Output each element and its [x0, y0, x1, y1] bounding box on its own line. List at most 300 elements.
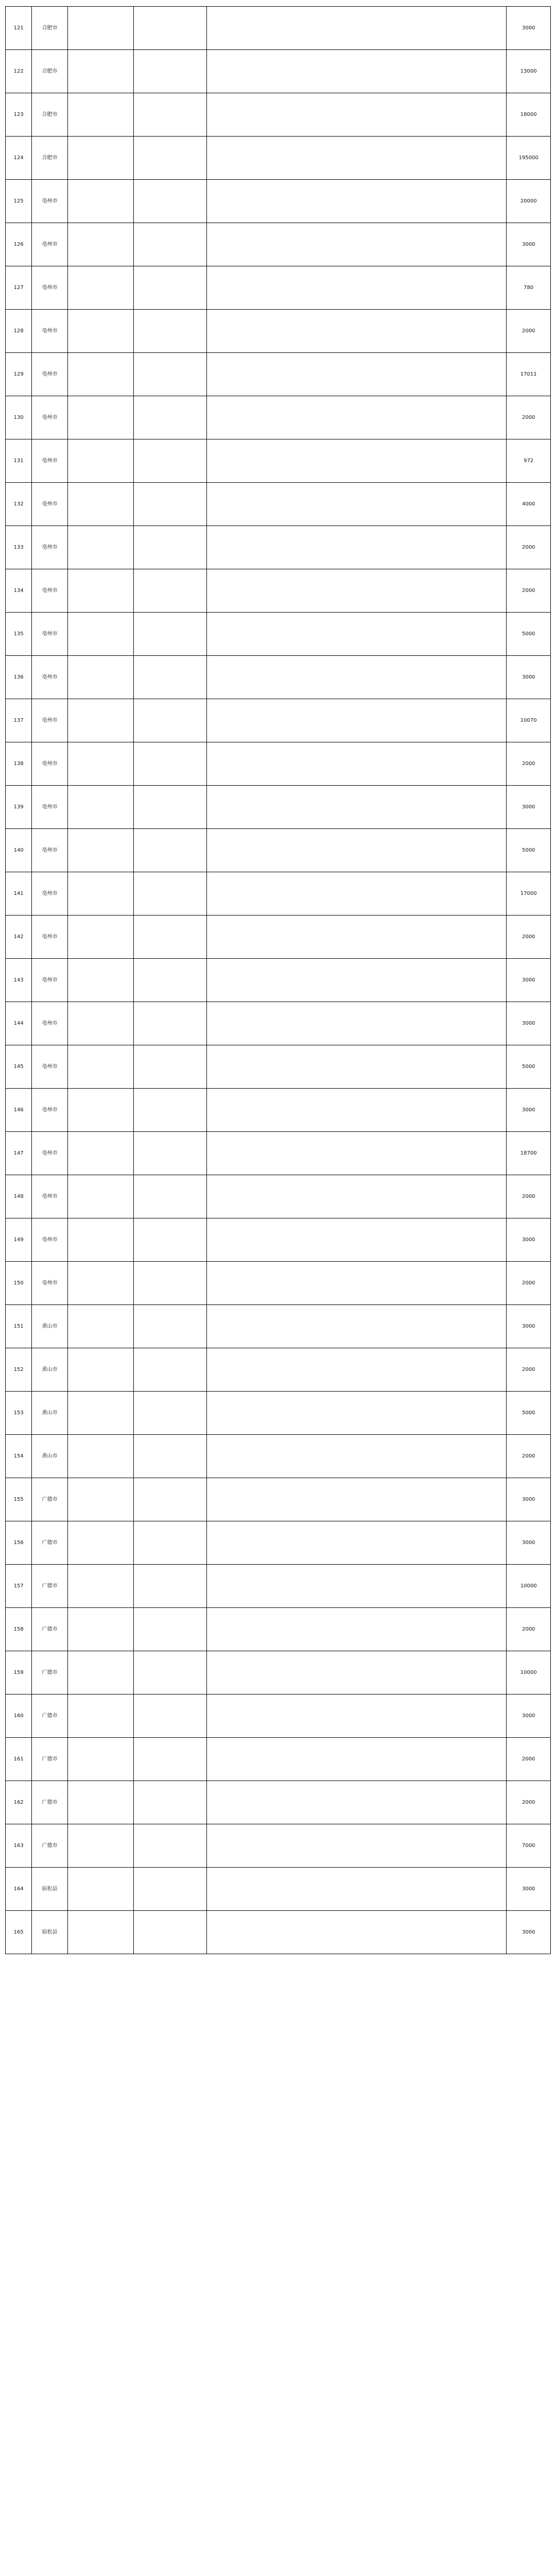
project-name-cell — [133, 310, 206, 353]
table-row — [6, 266, 551, 310]
row-number: 135 — [6, 613, 32, 656]
company-cell — [67, 310, 133, 353]
row-number: 127 — [6, 266, 32, 310]
project-description-cell — [206, 93, 507, 137]
investment-cell: 5000 — [507, 613, 551, 656]
project-description-cell — [206, 1781, 507, 1824]
project-name-cell — [133, 1608, 206, 1651]
row-number: 163 — [6, 1824, 32, 1868]
project-name-cell — [133, 1089, 206, 1132]
project-name-cell — [133, 656, 206, 699]
city-cell: 亳州市 — [32, 916, 67, 959]
table-row — [6, 656, 551, 699]
row-number: 157 — [6, 1565, 32, 1608]
project-name-cell — [133, 1435, 206, 1478]
investment-cell: 2000 — [507, 1781, 551, 1824]
project-name-cell — [133, 1565, 206, 1608]
project-name-cell — [133, 1305, 206, 1348]
city-cell: 亳州市 — [32, 396, 67, 439]
project-name-cell — [133, 1478, 206, 1521]
row-number: 153 — [6, 1392, 32, 1435]
project-name-cell — [133, 613, 206, 656]
city-cell: 亳州市 — [32, 872, 67, 916]
table-row — [6, 1175, 551, 1218]
row-number: 126 — [6, 223, 32, 266]
table-row — [6, 353, 551, 396]
city-cell: 亳州市 — [32, 656, 67, 699]
investment-cell: 2000 — [507, 1175, 551, 1218]
company-cell — [67, 7, 133, 50]
project-name-cell — [133, 180, 206, 223]
table-row — [6, 137, 551, 180]
company-cell — [67, 93, 133, 137]
project-table-body — [6, 7, 551, 1954]
project-name-cell — [133, 1911, 206, 1954]
city-cell: 合肥市 — [32, 93, 67, 137]
city-cell: 亳州市 — [32, 1045, 67, 1089]
project-description-cell — [206, 742, 507, 786]
investment-cell: 3000 — [507, 1002, 551, 1045]
row-number: 158 — [6, 1608, 32, 1651]
company-cell — [67, 1175, 133, 1218]
investment-cell: 10000 — [507, 1565, 551, 1608]
table-row — [6, 1824, 551, 1868]
table-row — [6, 829, 551, 872]
table-row — [6, 1651, 551, 1694]
investment-cell: 4000 — [507, 483, 551, 526]
city-cell: 亳州市 — [32, 699, 67, 742]
project-name-cell — [133, 916, 206, 959]
city-cell: 广德市 — [32, 1824, 67, 1868]
row-number: 154 — [6, 1435, 32, 1478]
city-cell: 亳州市 — [32, 959, 67, 1002]
row-number: 144 — [6, 1002, 32, 1045]
project-description-cell — [206, 526, 507, 569]
project-description-cell — [206, 916, 507, 959]
project-description-cell — [206, 829, 507, 872]
city-cell: 亳州市 — [32, 223, 67, 266]
city-cell: 亳州市 — [32, 526, 67, 569]
project-description-cell — [206, 786, 507, 829]
project-description-cell — [206, 137, 507, 180]
project-name-cell — [133, 1738, 206, 1781]
company-cell — [67, 742, 133, 786]
company-cell — [67, 1435, 133, 1478]
company-cell — [67, 1868, 133, 1911]
table-row — [6, 1262, 551, 1305]
project-name-cell — [133, 483, 206, 526]
investment-cell: 2000 — [507, 1738, 551, 1781]
table-row — [6, 1089, 551, 1132]
city-cell: 广德市 — [32, 1738, 67, 1781]
project-name-cell — [133, 742, 206, 786]
row-number: 123 — [6, 93, 32, 137]
project-name-cell — [133, 1175, 206, 1218]
investment-cell: 2000 — [507, 742, 551, 786]
table-row — [6, 483, 551, 526]
company-cell — [67, 353, 133, 396]
city-cell: 亳州市 — [32, 180, 67, 223]
investment-cell: 3000 — [507, 1478, 551, 1521]
project-description-cell — [206, 872, 507, 916]
row-number: 124 — [6, 137, 32, 180]
table-row — [6, 916, 551, 959]
table-row — [6, 1608, 551, 1651]
row-number: 147 — [6, 1132, 32, 1175]
investment-cell: 3000 — [507, 1089, 551, 1132]
city-cell: 亳州市 — [32, 613, 67, 656]
city-cell: 广德市 — [32, 1651, 67, 1694]
investment-cell: 3000 — [507, 1911, 551, 1954]
row-number: 152 — [6, 1348, 32, 1392]
city-cell: 广德市 — [32, 1694, 67, 1738]
project-name-cell — [133, 1045, 206, 1089]
project-description-cell — [206, 396, 507, 439]
company-cell — [67, 613, 133, 656]
row-number: 129 — [6, 353, 32, 396]
project-description-cell — [206, 1132, 507, 1175]
company-cell — [67, 1738, 133, 1781]
project-description-cell — [206, 699, 507, 742]
project-description-cell — [206, 1392, 507, 1435]
company-cell — [67, 1218, 133, 1262]
company-cell — [67, 483, 133, 526]
table-row — [6, 959, 551, 1002]
project-name-cell — [133, 1868, 206, 1911]
project-name-cell — [133, 829, 206, 872]
city-cell: 合肥市 — [32, 137, 67, 180]
table-row — [6, 872, 551, 916]
table-row — [6, 1392, 551, 1435]
project-name-cell — [133, 786, 206, 829]
table-row — [6, 1045, 551, 1089]
project-description-cell — [206, 1002, 507, 1045]
investment-cell: 2000 — [507, 916, 551, 959]
row-number: 141 — [6, 872, 32, 916]
table-row — [6, 1694, 551, 1738]
company-cell — [67, 1781, 133, 1824]
row-number: 121 — [6, 7, 32, 50]
city-cell: 亳州市 — [32, 829, 67, 872]
project-name-cell — [133, 569, 206, 613]
investment-cell: 18700 — [507, 1132, 551, 1175]
project-name-cell — [133, 526, 206, 569]
investment-cell: 2000 — [507, 310, 551, 353]
project-name-cell — [133, 1521, 206, 1565]
project-description-cell — [206, 1262, 507, 1305]
city-cell: 宿松县 — [32, 1911, 67, 1954]
table-row — [6, 1348, 551, 1392]
row-number: 134 — [6, 569, 32, 613]
project-description-cell — [206, 1175, 507, 1218]
city-cell: 亳州市 — [32, 1218, 67, 1262]
project-table — [5, 6, 551, 1954]
project-name-cell — [133, 137, 206, 180]
table-row — [6, 1478, 551, 1521]
row-number: 165 — [6, 1911, 32, 1954]
table-row — [6, 1132, 551, 1175]
table-row — [6, 1868, 551, 1911]
investment-cell: 3000 — [507, 7, 551, 50]
row-number: 122 — [6, 50, 32, 93]
project-name-cell — [133, 1262, 206, 1305]
city-cell: 亳州市 — [32, 786, 67, 829]
investment-cell: 2000 — [507, 526, 551, 569]
project-description-cell — [206, 1305, 507, 1348]
investment-cell: 7000 — [507, 1824, 551, 1868]
investment-cell: 2000 — [507, 1262, 551, 1305]
project-name-cell — [133, 699, 206, 742]
city-cell: 亳州市 — [32, 266, 67, 310]
company-cell — [67, 137, 133, 180]
project-description-cell — [206, 1824, 507, 1868]
company-cell — [67, 829, 133, 872]
table-row — [6, 786, 551, 829]
investment-cell: 3000 — [507, 1868, 551, 1911]
table-row — [6, 310, 551, 353]
company-cell — [67, 699, 133, 742]
row-number: 132 — [6, 483, 32, 526]
table-row — [6, 526, 551, 569]
investment-cell: 780 — [507, 266, 551, 310]
project-name-cell — [133, 7, 206, 50]
investment-cell: 3000 — [507, 656, 551, 699]
project-name-cell — [133, 353, 206, 396]
project-description-cell — [206, 569, 507, 613]
project-description-cell — [206, 1045, 507, 1089]
company-cell — [67, 1565, 133, 1608]
city-cell: 广德市 — [32, 1608, 67, 1651]
project-name-cell — [133, 872, 206, 916]
table-row — [6, 50, 551, 93]
project-description-cell — [206, 1089, 507, 1132]
project-description-cell — [206, 310, 507, 353]
row-number: 151 — [6, 1305, 32, 1348]
row-number: 150 — [6, 1262, 32, 1305]
company-cell — [67, 1392, 133, 1435]
row-number: 139 — [6, 786, 32, 829]
investment-cell: 17000 — [507, 872, 551, 916]
company-cell — [67, 223, 133, 266]
city-cell: 黄山市 — [32, 1435, 67, 1478]
table-row — [6, 1305, 551, 1348]
project-name-cell — [133, 1694, 206, 1738]
company-cell — [67, 1305, 133, 1348]
company-cell — [67, 1089, 133, 1132]
investment-cell: 2000 — [507, 1608, 551, 1651]
city-cell: 亳州市 — [32, 353, 67, 396]
city-cell: 亳州市 — [32, 1089, 67, 1132]
row-number: 155 — [6, 1478, 32, 1521]
investment-cell: 3000 — [507, 1218, 551, 1262]
table-row — [6, 93, 551, 137]
investment-cell: 13000 — [507, 50, 551, 93]
project-name-cell — [133, 1651, 206, 1694]
project-description-cell — [206, 1651, 507, 1694]
company-cell — [67, 656, 133, 699]
row-number: 161 — [6, 1738, 32, 1781]
row-number: 128 — [6, 310, 32, 353]
project-description-cell — [206, 223, 507, 266]
project-description-cell — [206, 483, 507, 526]
city-cell: 宿松县 — [32, 1868, 67, 1911]
row-number: 131 — [6, 439, 32, 483]
city-cell: 合肥市 — [32, 7, 67, 50]
row-number: 133 — [6, 526, 32, 569]
city-cell: 黄山市 — [32, 1392, 67, 1435]
row-number: 159 — [6, 1651, 32, 1694]
city-cell: 黄山市 — [32, 1348, 67, 1392]
table-row — [6, 7, 551, 50]
project-description-cell — [206, 1694, 507, 1738]
project-description-cell — [206, 266, 507, 310]
company-cell — [67, 1608, 133, 1651]
project-description-cell — [206, 1348, 507, 1392]
project-name-cell — [133, 1824, 206, 1868]
company-cell — [67, 872, 133, 916]
company-cell — [67, 786, 133, 829]
company-cell — [67, 1651, 133, 1694]
project-name-cell — [133, 1392, 206, 1435]
company-cell — [67, 1694, 133, 1738]
investment-cell: 3000 — [507, 1694, 551, 1738]
row-number: 160 — [6, 1694, 32, 1738]
project-description-cell — [206, 1608, 507, 1651]
city-cell: 亳州市 — [32, 569, 67, 613]
company-cell — [67, 1824, 133, 1868]
company-cell — [67, 1348, 133, 1392]
investment-cell: 972 — [507, 439, 551, 483]
row-number: 130 — [6, 396, 32, 439]
project-description-cell — [206, 7, 507, 50]
company-cell — [67, 1478, 133, 1521]
row-number: 125 — [6, 180, 32, 223]
company-cell — [67, 180, 133, 223]
investment-cell: 5000 — [507, 829, 551, 872]
investment-cell: 10070 — [507, 699, 551, 742]
project-description-cell — [206, 180, 507, 223]
project-description-cell — [206, 50, 507, 93]
table-row — [6, 613, 551, 656]
city-cell: 广德市 — [32, 1781, 67, 1824]
company-cell — [67, 1262, 133, 1305]
table-row — [6, 1218, 551, 1262]
row-number: 136 — [6, 656, 32, 699]
investment-cell: 3000 — [507, 223, 551, 266]
company-cell — [67, 916, 133, 959]
investment-cell: 5000 — [507, 1392, 551, 1435]
table-row — [6, 1911, 551, 1954]
project-name-cell — [133, 93, 206, 137]
project-description-cell — [206, 1218, 507, 1262]
city-cell: 亳州市 — [32, 742, 67, 786]
project-name-cell — [133, 223, 206, 266]
company-cell — [67, 526, 133, 569]
table-row — [6, 569, 551, 613]
row-number: 148 — [6, 1175, 32, 1218]
project-name-cell — [133, 1218, 206, 1262]
table-row — [6, 1521, 551, 1565]
investment-cell: 3000 — [507, 959, 551, 1002]
row-number: 164 — [6, 1868, 32, 1911]
table-row — [6, 1738, 551, 1781]
city-cell: 黄山市 — [32, 1305, 67, 1348]
project-name-cell — [133, 1132, 206, 1175]
investment-cell: 2000 — [507, 1348, 551, 1392]
city-cell: 广德市 — [32, 1478, 67, 1521]
project-name-cell — [133, 266, 206, 310]
table-row — [6, 742, 551, 786]
table-row — [6, 1565, 551, 1608]
company-cell — [67, 1045, 133, 1089]
company-cell — [67, 266, 133, 310]
document-page — [0, 6, 556, 2576]
investment-cell: 2000 — [507, 1435, 551, 1478]
table-row — [6, 396, 551, 439]
table-row — [6, 1002, 551, 1045]
table-row — [6, 1781, 551, 1824]
row-number: 142 — [6, 916, 32, 959]
project-description-cell — [206, 1565, 507, 1608]
city-cell: 亳州市 — [32, 1002, 67, 1045]
project-description-cell — [206, 353, 507, 396]
table-row — [6, 1435, 551, 1478]
company-cell — [67, 1521, 133, 1565]
row-number: 143 — [6, 959, 32, 1002]
project-name-cell — [133, 50, 206, 93]
project-description-cell — [206, 656, 507, 699]
table-row — [6, 439, 551, 483]
investment-cell: 17011 — [507, 353, 551, 396]
company-cell — [67, 439, 133, 483]
project-description-cell — [206, 1521, 507, 1565]
row-number: 156 — [6, 1521, 32, 1565]
project-name-cell — [133, 1002, 206, 1045]
row-number: 137 — [6, 699, 32, 742]
project-description-cell — [206, 1868, 507, 1911]
project-name-cell — [133, 959, 206, 1002]
investment-cell: 5000 — [507, 1045, 551, 1089]
investment-cell: 2000 — [507, 569, 551, 613]
project-description-cell — [206, 439, 507, 483]
investment-cell: 3000 — [507, 1521, 551, 1565]
project-description-cell — [206, 1478, 507, 1521]
investment-cell: 20000 — [507, 180, 551, 223]
row-number: 162 — [6, 1781, 32, 1824]
company-cell — [67, 569, 133, 613]
investment-cell: 10000 — [507, 1651, 551, 1694]
company-cell — [67, 50, 133, 93]
city-cell: 亳州市 — [32, 310, 67, 353]
company-cell — [67, 396, 133, 439]
city-cell: 广德市 — [32, 1565, 67, 1608]
project-name-cell — [133, 396, 206, 439]
project-description-cell — [206, 1911, 507, 1954]
city-cell: 亳州市 — [32, 1262, 67, 1305]
investment-cell: 3000 — [507, 1305, 551, 1348]
project-description-cell — [206, 1738, 507, 1781]
city-cell: 亳州市 — [32, 439, 67, 483]
row-number: 146 — [6, 1089, 32, 1132]
city-cell: 广德市 — [32, 1521, 67, 1565]
investment-cell: 18000 — [507, 93, 551, 137]
city-cell: 亳州市 — [32, 1175, 67, 1218]
city-cell: 合肥市 — [32, 50, 67, 93]
company-cell — [67, 1911, 133, 1954]
project-description-cell — [206, 1435, 507, 1478]
table-row — [6, 699, 551, 742]
company-cell — [67, 1132, 133, 1175]
